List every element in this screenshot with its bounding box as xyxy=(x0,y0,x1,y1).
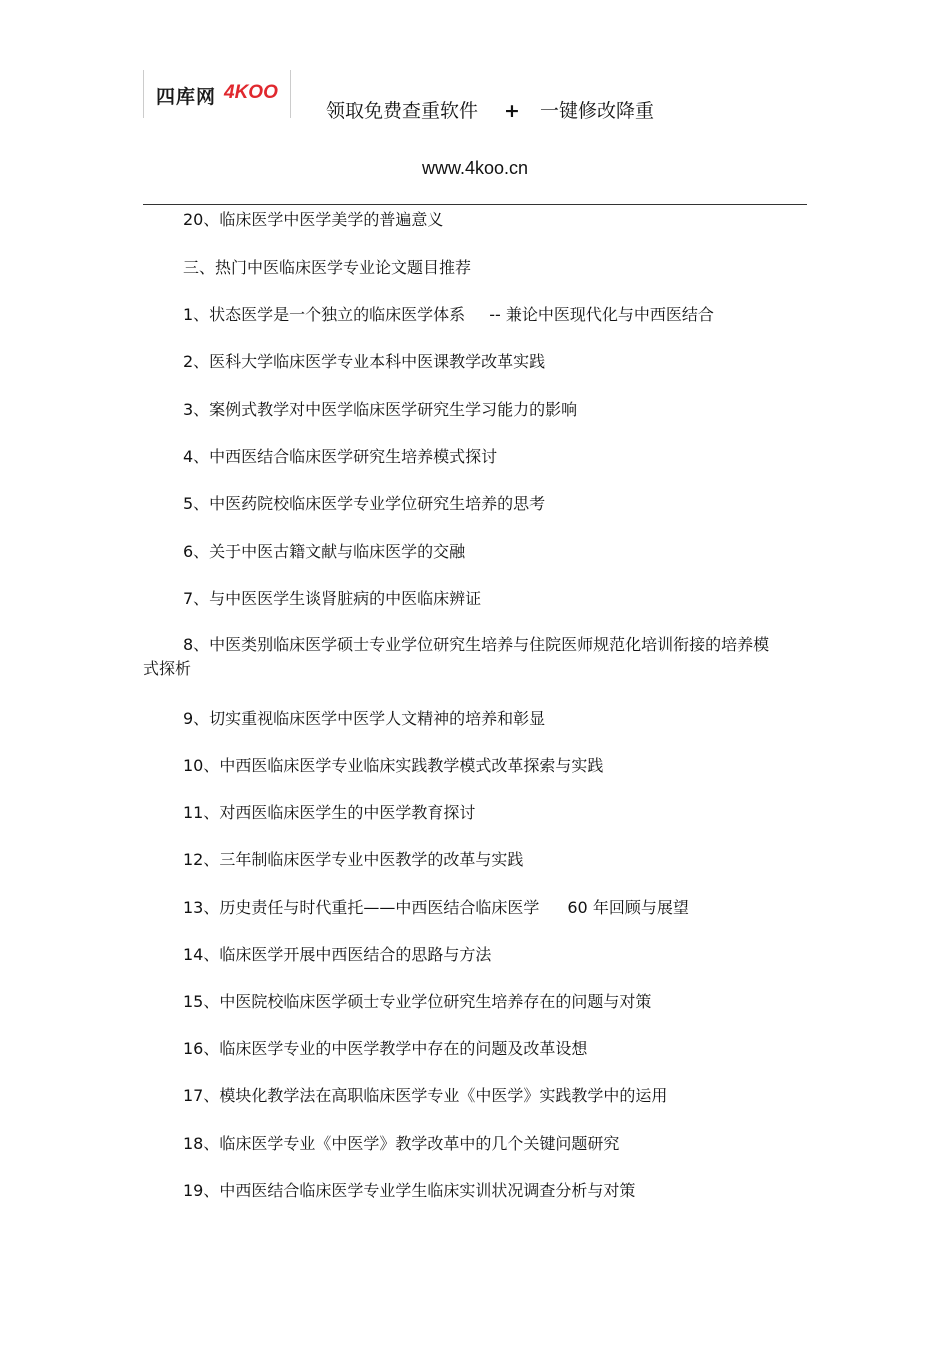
list-item xyxy=(183,895,689,918)
list-item: 12、三年制临床医学专业中医教学的改革与实践 xyxy=(183,850,524,869)
list-item: 5、中医药院校临床医学专业学位研究生培养的思考 xyxy=(183,494,546,513)
slogan-left: 领取免费查重软件 xyxy=(326,100,479,122)
list-item-subtitle: 60 年回顾与展望 xyxy=(567,898,689,917)
list-item: 18、临床医学专业《中医学》教学改革中的几个关键问题研究 xyxy=(183,1134,620,1153)
list-item: 9、切实重视临床医学中医学人文精神的培养和彰显 xyxy=(183,709,546,728)
list-item: 8、中医类别临床医学硕士专业学位研究生培养与住院医师规范化培训衔接的培养模式探析 xyxy=(143,635,770,678)
list-item-subtitle: -- 兼论中医现代化与中西医结合 xyxy=(489,305,714,324)
list-item: 3、案例式教学对中医学临床医学研究生学习能力的影响 xyxy=(183,400,578,419)
logo-english-text: 4KOO xyxy=(224,82,278,103)
logo-chinese-text: 四库网 xyxy=(156,86,217,108)
list-item: 11、对西医临床医学生的中医学教育探讨 xyxy=(183,803,476,822)
slogan-plus: + xyxy=(504,100,520,122)
site-url[interactable]: www.4koo.cn xyxy=(421,158,529,178)
logo xyxy=(143,70,291,118)
list-item xyxy=(183,302,714,325)
list-item: 6、关于中医古籍文献与临床医学的交融 xyxy=(183,542,466,561)
list-item: 15、中医院校临床医学硕士专业学位研究生培养存在的问题与对策 xyxy=(183,992,652,1011)
list-item: 10、中西医临床医学专业临床实践教学模式改革探索与实践 xyxy=(183,756,604,775)
list-item: 14、临床医学开展中西医结合的思路与方法 xyxy=(183,945,492,964)
list-item: 20、临床医学中医学美学的普遍意义 xyxy=(183,210,444,229)
header-divider xyxy=(143,204,807,205)
section-heading: 三、热门中医临床医学专业论文题目推荐 xyxy=(183,258,472,277)
list-item: 7、与中医医学生谈肾脏病的中医临床辨证 xyxy=(183,589,482,608)
slogan-right: 一键修改降重 xyxy=(539,100,654,122)
list-item: 17、模块化教学法在高职临床医学专业《中医学》实践教学中的运用 xyxy=(183,1086,668,1105)
list-item-text: 1、状态医学是一个独立的临床医学体系 xyxy=(183,305,466,324)
list-item: 4、中西医结合临床医学研究生培养模式探讨 xyxy=(183,447,498,466)
header-slogan xyxy=(326,96,654,123)
list-item: 19、中西医结合临床医学专业学生临床实训状况调查分析与对策 xyxy=(183,1181,636,1200)
list-item: 16、临床医学专业的中医学教学中存在的问题及改革设想 xyxy=(183,1039,588,1058)
list-item: 2、医科大学临床医学专业本科中医课教学改革实践 xyxy=(183,352,546,371)
list-item-text: 13、历史责任与时代重托——中西医结合临床医学 xyxy=(183,898,540,917)
